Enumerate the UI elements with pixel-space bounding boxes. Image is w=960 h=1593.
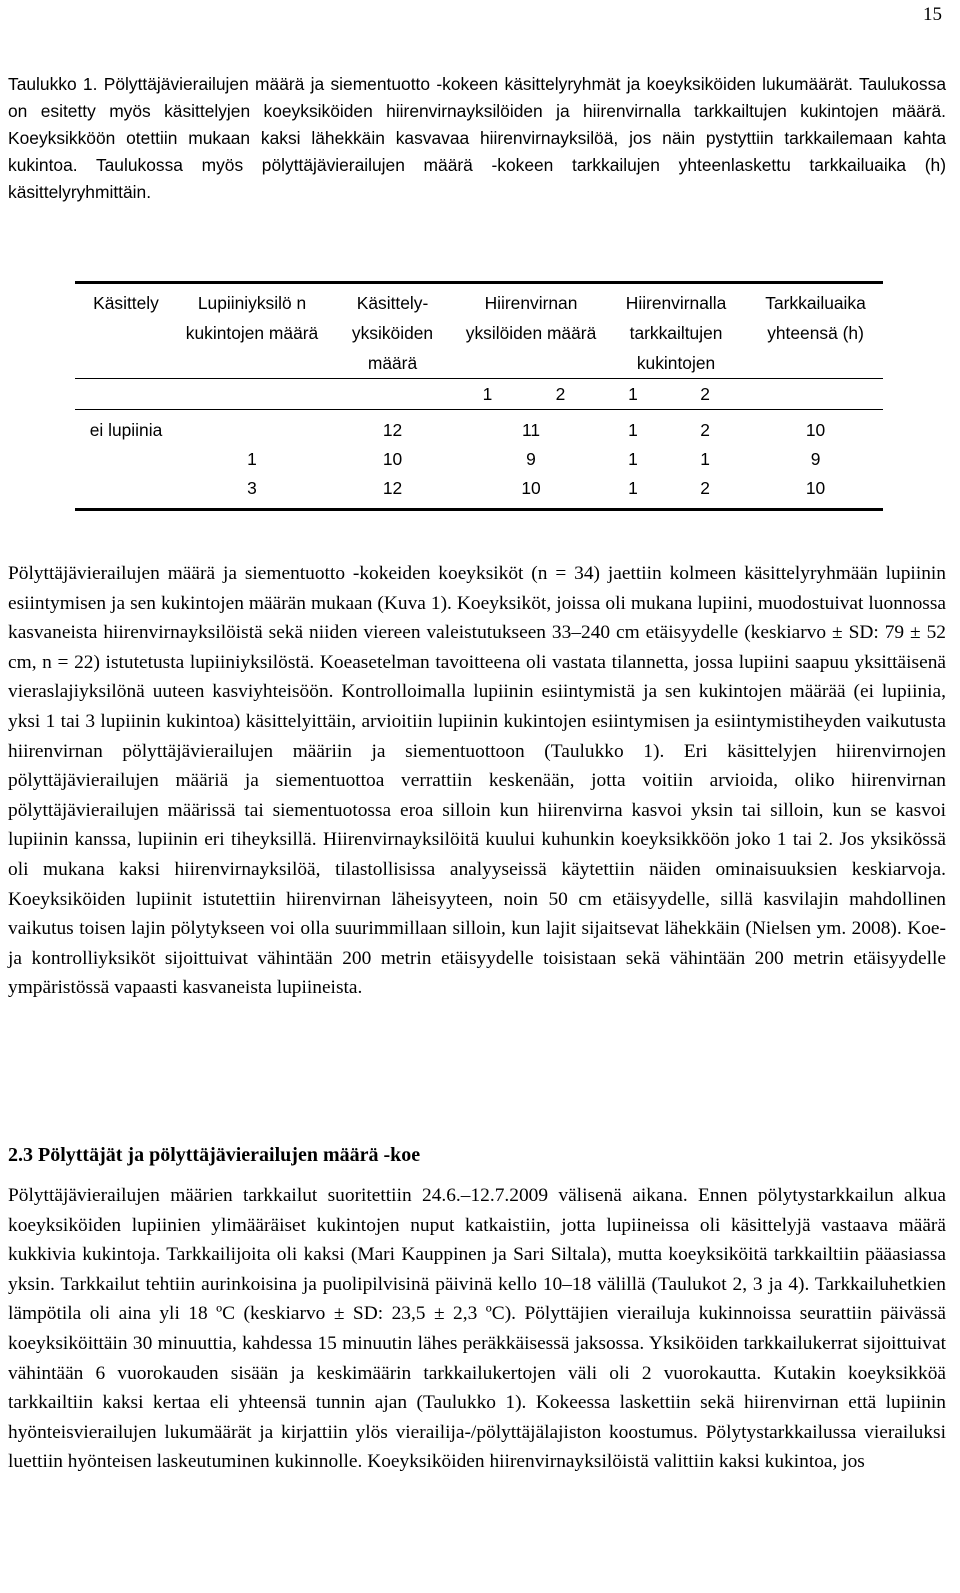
header-kasittely: Käsittely — [75, 283, 177, 379]
table-cell: ei lupiinia — [89, 420, 163, 440]
table-cell: 1 — [604, 474, 662, 510]
table-cell: 1 — [700, 449, 710, 469]
body-paragraph: Pölyttäjävierailujen määrien tarkkailut suoritettiin 24.6.–12.7.2009 välisenä aikana. Ennen pölytystarkkailun alkua koeyksiköiden lupiinien ylimääräiset kukintojen nuput katkaistiin, jotta lupiineissa oli käsittelyjä vastaava määrä kukkivia kukintoja. Tarkkailijoita oli kaksi (Mari Kauppinen ja Sari Siltala), mutta koeyksiköitä tarkkailtiin pääasiassa yksin. Tarkkailut tehtiin aurinkoisina ja puolipilvisinä päivinä kello 10–18 välillä (Taulukot 2, 3 ja 4). Tarkkailuhetkien lämpötila oli aina yli 18 ºC (keskiarvo ± SD: 23,5 ± 2,3 ºC). Pölyttäjien vierailuja kukinnoissa seurattiin päivässä koeyksiköittäin 30 minuuttia, kahdessa 15 minuutin lähes peräkkäisessä jaksossa. Yksiköiden tarkkailukerrat sijoittuivat vähintään 6 vuorokauden sisään ja keskimäärin tarkkailukertojen väli oli 2 vuorokautta. Kutakin koeyksikköä tarkkailtiin kaksi kertaa eli yhteensä tunnin ajan (Taulukko 1). Kokeessa laskettiin sekä hiirenvirnan että lupiinin hyönteisvierailujen lukumäärät ja kirjattiin ylös vierailija-/pölyttäjälajiston koostumus. Pölytystarkkailussa vierailuksi luettiin hyönteisen laskeutuminen kukinnolle. Koeyksiköiden hiirenvirnayksilöistä valittiin kaksi kukintoa, jos — [8, 1185, 946, 1473]
page-number: 15 — [923, 4, 942, 25]
header-kasittely-yksikot: Käsittely- yksiköiden määrä — [327, 283, 458, 379]
header-tarkkailuaika: Tarkkailuaika yhteensä (h) — [748, 283, 883, 379]
subheader-cell: 2 — [662, 379, 748, 410]
table-cell: 10 — [382, 449, 403, 469]
subheader-cell: 1 — [458, 379, 517, 410]
header-lupiini-kukinnot: Lupiiniyksilö n kukintojen määrä — [177, 283, 327, 379]
subheader-cell: 2 — [517, 379, 604, 410]
header-hiirenvirna-yksilot: Hiirenvirnan yksilöiden määrä — [458, 283, 604, 379]
table-cell: 12 — [382, 420, 403, 440]
table-cell: 9 — [810, 449, 821, 469]
table-cell: 1 — [247, 449, 257, 469]
table-cell: 1 — [628, 420, 638, 440]
table-row — [75, 445, 883, 474]
table-cell: 11 — [521, 420, 541, 440]
table-cell: 10 — [805, 420, 826, 440]
table-cell: 2 — [700, 420, 710, 440]
table-row — [75, 410, 883, 446]
section-heading: 2.3 Pölyttäjät ja pölyttäjävierailujen määrä -koe — [8, 1144, 421, 1166]
table-cell: 10 — [748, 474, 883, 510]
subheader-cell: 1 — [604, 379, 662, 410]
table-cell: 12 — [327, 474, 458, 510]
table-row — [75, 474, 883, 510]
data-table — [75, 281, 883, 511]
table-cell: 9 — [526, 449, 536, 469]
table-cell: 2 — [662, 474, 748, 510]
table-caption: Taulukko 1. Pölyttäjävierailujen määrä ja siementuotto -kokeen käsittelyryhmät ja koeyksiköiden lukumäärät. Taulukossa on esitetty myös käsittelyjen koeyksiköiden hiirenvirnayksilöiden ja hiirenvirnalla tarkkailtujen kukintojen määrä. Koeyksikköön otettiin mukaan kaksi lähekkäin kasvavaa hiirenvirnayksilöä, jos näin pystyttiin tarkkailemaan kahta kukintoa. Taulukossa myös pölyttäjävierailujen määrä -kokeen tarkkailujen yhteenlaskettu tarkkailuaika (h) käsittelyryhmittäin. — [8, 74, 946, 202]
table-cell: 10 — [458, 474, 604, 510]
body-paragraph: Pölyttäjävierailujen määrä ja siementuotto -kokeiden koeyksiköt (n = 34) jaettiin kolmeen käsittelyryhmään lupiinin esiintymisen ja sen kukintojen määrän mukaan (Kuva 1). Koeyksiköt, joissa oli mukana lupiini, muodostuivat luonnossa kasvaneista hiirenvirnayksilöistä sekä niiden viereen valeistutukseen 33–240 cm etäisyydelle (keskiarvo ± SD: 79 ± 52 cm, n = 22) istutetusta lupiiniyksilöstä. Koeasetelman tavoitteena oli vastata tilannetta, jossa lupiini saapuu yksittäisenä vieraslajiyksilönä uuteen kasviyhteisöön. Kontrolloimalla lupiinin esiintymistä ja sen kukintojen määrää (ei lupiinia, yksi 1 tai 3 lupiinin kukintoa) käsittelyittäin, arvioitiin lupiinin kukintojen esiintymisen ja esiintymistiheyden vaikutusta hiirenvirnan pölyttäjävierailujen määriin ja siementuottoon (Taulukko 1). Eri käsittelyjen hiirenvirnojen pölyttäjävierailujen määriä ja siementuottoa verrattiin keskenään, jotta voitiin arvioida, oliko hiirenvirnan pölyttäjävierailujen määrissä tai siementuotossa eroa silloin kun hiirenvirna kasvoi yksin tai silloin, kun se kasvoi lupiinin kanssa, lupiinin eri tiheyksillä. Hiirenvirnayksilöitä kuului kuhunkin koeyksikköön joko 1 tai 2. Jos yksikössä oli mukana kaksi hiirenvirnayksilöä, tilastollisissa analyyseissä käytettiin näiden ominaisuuksien keskiarvoja. Koeyksiköiden lupiinit istutettiin hiirenvirnan läheisyyteen, noin 50 cm etäisyydelle, sillä kasvilajin mahdollinen vaikutus toisen lajin pölytykseen voi olla suurimmillaan silloin, kun lajit sijaitsevat lähekkäin (Nielsen ym. 2008). Koe- ja kontrolliyksiköt sijoittuivat vähintään 200 metrin etäisyydelle toisistaan sekä vähintään 200 metrin etäisyydelle ympäristössä vapaasti kasvaneista lupiineista. — [8, 563, 946, 999]
table-cell: 3 — [177, 474, 327, 510]
header-tarkkaillut-kukinnot: Hiirenvirnalla tarkkailtujen kukintojen — [604, 283, 748, 379]
table-cell: 1 — [628, 449, 638, 469]
